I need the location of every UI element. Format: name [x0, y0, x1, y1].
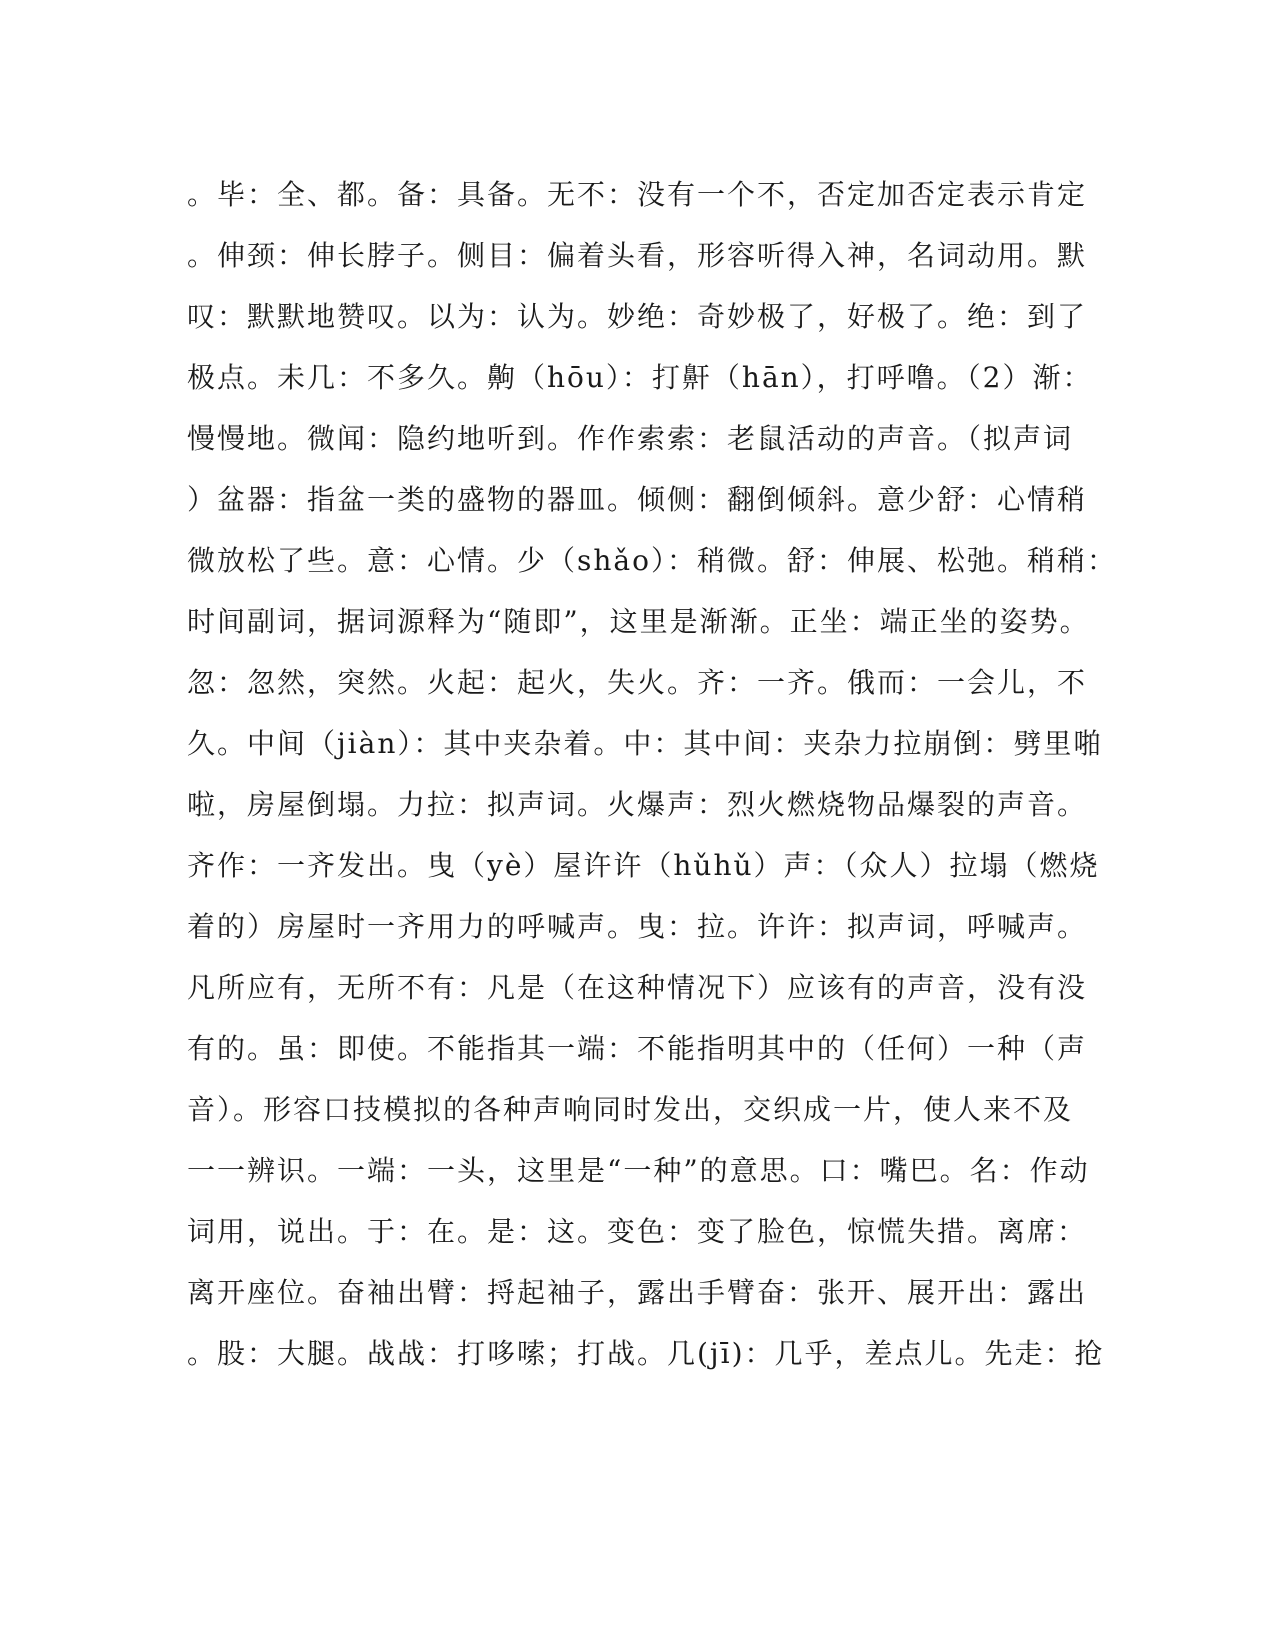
text-line: 忽：忽然，突然。火起：起火，失火。齐：一齐。俄而：一会儿，不	[187, 666, 1088, 699]
text-line: 时间副词，据词源释为“随即”，这里是渐渐。正坐：端正坐的姿势。	[187, 605, 1090, 638]
text-line: ）盆器：指盆一类的盛物的器皿。倾侧：翻倒倾斜。意少舒：心情稍	[187, 483, 1088, 516]
text-line: 。毕：全、都。备：具备。无不：没有一个不，否定加否定表示肯定	[187, 178, 1088, 211]
text-line: 齐作：一齐发出。曳（yè）屋许许（hǔhǔ）声：（众人）拉塌（燃烧	[187, 849, 1100, 882]
text-line: 叹：默默地赞叹。以为：认为。妙绝：奇妙极了，好极了。绝：到了	[187, 300, 1088, 333]
text-line: 久。中间（jiàn）：其中夹杂着。中：其中间：夹杂力拉崩倒：劈里啪	[187, 727, 1104, 760]
text-line: 极点。未几：不多久。齁（hōu）：打鼾（hān），打呼噜。（2）渐：	[187, 361, 1093, 394]
text-line: 啦，房屋倒塌。力拉：拟声词。火爆声：烈火燃烧物品爆裂的声音。	[187, 788, 1088, 821]
text-line: 着的）房屋时一齐用力的呼喊声。曳：拉。许许：拟声词，呼喊声。	[187, 910, 1088, 943]
text-line: 离开座位。奋袖出臂：捋起袖子，露出手臂奋：张开、展开出：露出	[187, 1276, 1088, 1309]
text-line: 一一辨识。一端：一头，这里是“一种”的意思。口：嘴巴。名：作动	[187, 1154, 1090, 1187]
text-line: 。伸颈：伸长脖子。侧目：偏着头看，形容听得入神，名词动用。默	[187, 239, 1088, 272]
text-line: 词用，说出。于：在。是：这。变色：变了脸色，惊慌失措。离席：	[187, 1215, 1088, 1248]
text-line: 音）。形容口技模拟的各种声响同时发出，交织成一片，使人来不及	[187, 1093, 1074, 1126]
text-line: 微放松了些。意：心情。少（shǎo）：稍微。舒：伸展、松弛。稍稍：	[187, 544, 1117, 577]
text-line: 。股：大腿。战战：打哆嗦；打战。几(jī)：几乎，差点儿。先走：抢	[187, 1337, 1105, 1370]
text-line: 有的。虽：即使。不能指其一端：不能指明其中的（任何）一种（声	[187, 1032, 1088, 1065]
text-line: 凡所应有，无所不有：凡是（在这种情况下）应该有的声音，没有没	[187, 971, 1088, 1004]
annotation-text	[187, 164, 1117, 1384]
text-line: 慢慢地。微闻：隐约地听到。作作索索：老鼠活动的声音。（拟声词	[187, 422, 1074, 455]
